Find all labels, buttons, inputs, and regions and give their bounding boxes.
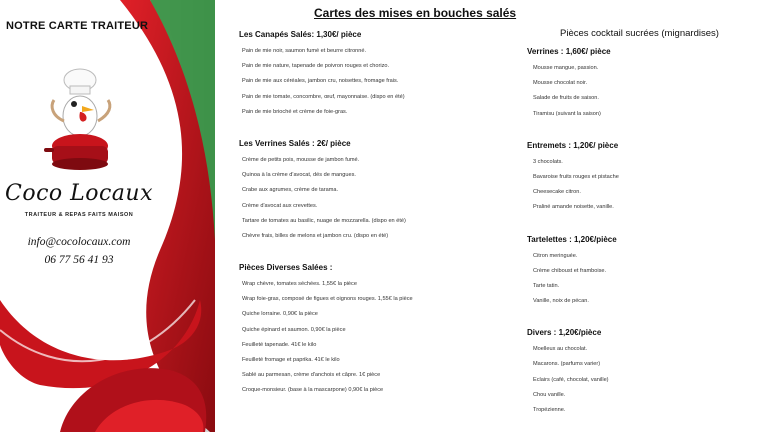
section-pieces-diverses bbox=[239, 263, 514, 401]
list-item: Quinoa à la crème d'avocat, dés de mangues. bbox=[242, 172, 356, 179]
list-item: Eclairs (café, chocolat, vanille) bbox=[533, 376, 609, 383]
brand-panel bbox=[0, 0, 215, 432]
list-item: Cheesecake citron. bbox=[533, 189, 581, 196]
list-item: Chèvre frais, billes de melons et jambon cru. (dispo en été) bbox=[242, 232, 389, 239]
list-item: Feuilleté fromage et paprika. 41€ le kilo bbox=[242, 357, 340, 363]
list-item: Crème d'avocat aux crevettes. bbox=[242, 202, 318, 209]
list-item: Sablé au parmesan, crème d'anchois et câpre. 1€ pièce bbox=[242, 372, 381, 379]
item-list bbox=[239, 46, 514, 122]
list-item: Wrap foie-gras, composé de figues et oignons rouges. 1,55€ la pièce bbox=[242, 296, 413, 303]
item-list bbox=[527, 63, 762, 124]
brand-tagline: TRAITEUR & REPAS FAITS MAISON bbox=[24, 212, 134, 218]
list-item: Quiche épinard et saumon. 0,90€ la pièce bbox=[242, 326, 346, 333]
item-list bbox=[527, 157, 762, 218]
list-item: Moelleux au chocolat. bbox=[533, 346, 588, 353]
list-item: Quiche lorraine. 0,90€ la pièce bbox=[242, 311, 318, 318]
list-item: Crème chiboust et framboise. bbox=[533, 267, 607, 274]
savory-menu-column bbox=[239, 30, 514, 418]
list-item: Chou vanille. bbox=[533, 391, 566, 398]
list-item: 3 chocolats. bbox=[533, 158, 563, 165]
section-tartelettes bbox=[527, 235, 762, 312]
list-item: Vanille, noix de pécan. bbox=[533, 298, 589, 305]
section-entremets bbox=[527, 141, 762, 218]
list-item: Citron meringuée. bbox=[533, 252, 578, 259]
list-item: Tartare de tomates au basilic, nuage de mozzarella. (dispo en été) bbox=[242, 217, 406, 224]
list-item: Crabe aux agrumes, crème de tarama. bbox=[242, 187, 339, 194]
list-item: Macarons. (parfums varier) bbox=[533, 361, 601, 368]
brand-phone[interactable]: 06 77 56 41 93 bbox=[44, 254, 114, 266]
list-item: Salade de fruits de saison. bbox=[533, 95, 599, 102]
sweet-menu-column bbox=[527, 28, 762, 437]
list-item: Tarte tatin. bbox=[533, 282, 560, 289]
list-item: Feuilleté tapenade. 41€ le kilo bbox=[242, 341, 317, 348]
list-item: Pain de mie nature, tapenade de poivron rouges et chorizo. bbox=[242, 63, 390, 70]
brand-name: Coco Locaux bbox=[4, 181, 153, 206]
page-title: Cartes des mises en bouches salés bbox=[314, 6, 517, 20]
section-verrines-sucrees bbox=[527, 47, 762, 124]
section-title: Entremets : 1,20€/ pièce bbox=[527, 140, 619, 150]
list-item: Pain de mie noir, saumon fumé et beurre citronné. bbox=[242, 48, 367, 54]
list-item: Praliné amande noisette, vanille. bbox=[533, 204, 614, 211]
section-title: Les Verrines Salés : 2€/ pièce bbox=[239, 138, 351, 148]
item-list bbox=[527, 344, 762, 420]
section-title: Pièces Diverses Salées : bbox=[239, 263, 333, 273]
list-item: Mousse chocolat noir. bbox=[533, 80, 588, 87]
brand-email[interactable]: info@cocolocaux.com bbox=[27, 236, 131, 248]
list-item: Crème de petits pois, mousse de jambon fumé. bbox=[242, 156, 360, 163]
section-title: Verrines : 1,60€/ pièce bbox=[527, 47, 611, 56]
menu-header: NOTRE CARTE TRAITEUR bbox=[6, 20, 149, 32]
item-list bbox=[239, 155, 514, 246]
list-item: Wrap chèvre, tomates séchées. 1,55€ la pièce bbox=[242, 281, 357, 288]
list-item: Pain de mie aux céréales, jambon cru, noisettes, fromage frais. bbox=[242, 78, 399, 85]
list-item: Tropézienne. bbox=[533, 407, 566, 413]
list-item: Croque-monsieur. (base à la mascarpone) 0,90€ la pièce bbox=[242, 387, 384, 394]
list-item: Bavaroise fruits rouges et pistache bbox=[533, 173, 619, 180]
section-divers bbox=[527, 328, 762, 420]
list-item: Mousse mangue, passion. bbox=[533, 65, 599, 71]
section-title: Divers : 1,20€/pièce bbox=[527, 328, 602, 338]
section-title: Tartelettes : 1,20€/pièce bbox=[527, 234, 617, 244]
rooster-chef-icon bbox=[42, 66, 122, 176]
list-item: Tiramisu (suivant la saison) bbox=[533, 110, 601, 117]
sweet-menu-title: Pièces cocktail sucrées (mignardises) bbox=[560, 28, 719, 39]
item-list bbox=[527, 251, 762, 312]
section-canapes bbox=[239, 30, 514, 122]
section-title: Les Canapés Salés: 1,30€/ pièce bbox=[239, 30, 362, 39]
section-verrines-salees bbox=[239, 139, 514, 246]
item-list bbox=[239, 279, 514, 401]
list-item: Pain de mie tomate, concombre, œuf, mayonnaise. (dispo en été) bbox=[242, 93, 405, 100]
list-item: Pain de mie brioché et crème de foie-gras. bbox=[242, 108, 348, 115]
